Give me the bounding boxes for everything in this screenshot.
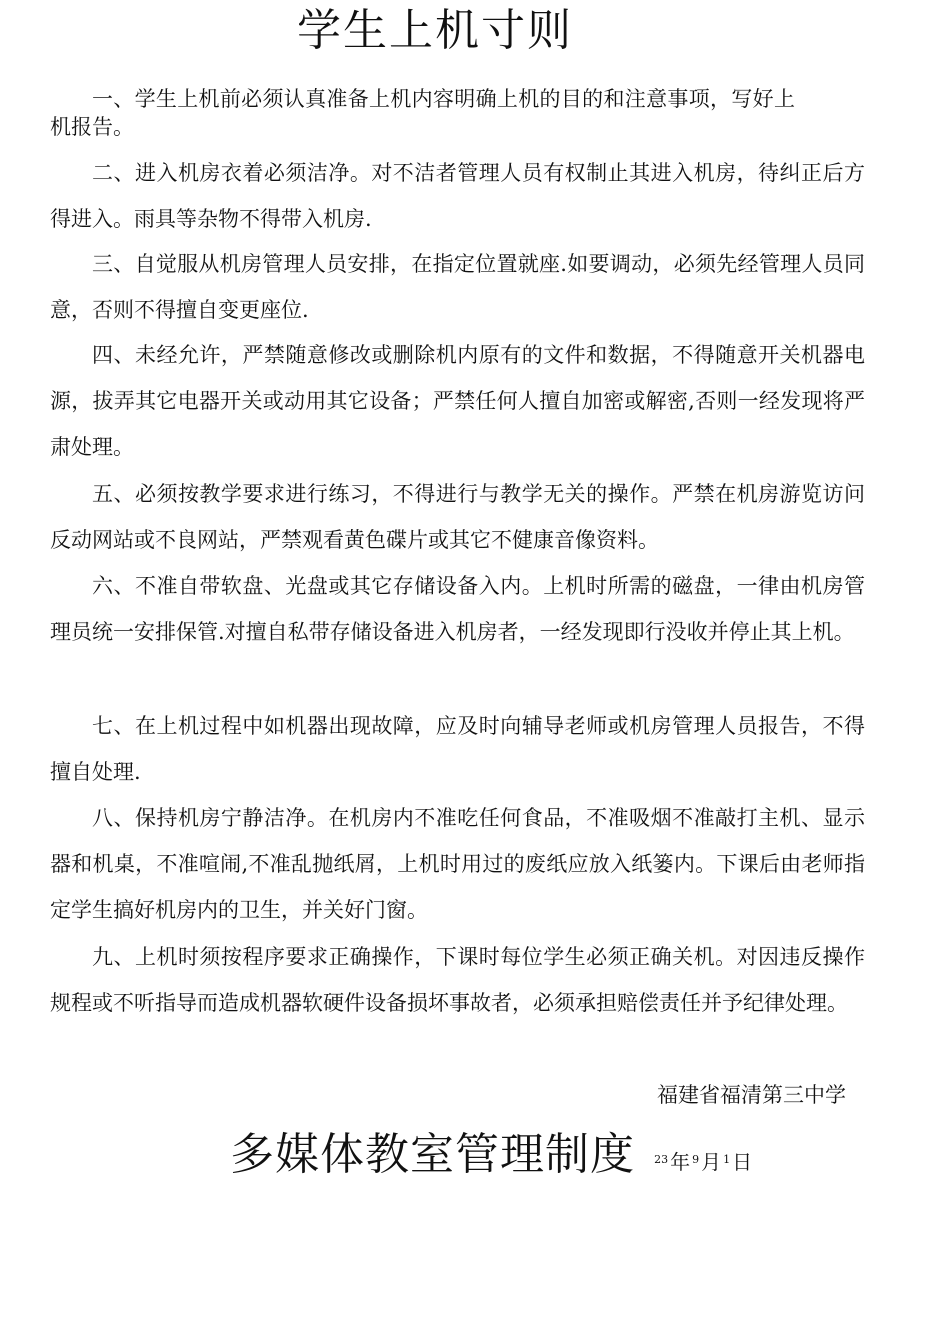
date-day-unit: 日 xyxy=(732,1150,753,1174)
rule-paragraph-5: 五、必须按教学要求进行练习，不得进行与教学无关的操作。严禁在机房游览访问反动网站或不良网站，严禁观看黄色碟片或其它不健康音像资料。 xyxy=(50,482,865,552)
page-title: 学生上机寸则 xyxy=(297,5,573,56)
rule-paragraph-3: 三、自觉服从机房管理人员安排，在指定位置就座.如要调动，必须先经管理人员同意，否则不得擅自变更座位. xyxy=(50,252,865,322)
rule-paragraph-4: 四、未经允许，严禁随意修改或删除机内原有的文件和数据，不得随意开关机器电源，拔弄其它电器开关或动用其它设备；严禁任何人擅自加密或解密,否则一经发现将严肃处理。 xyxy=(50,343,865,459)
date-month: 9 xyxy=(692,1153,700,1166)
rule-paragraph-7: 七、在上机过程中如机器出现故障，应及时向辅导老师或机房管理人员报告，不得擅自处理. xyxy=(50,714,865,784)
date-day: 1 xyxy=(723,1153,731,1166)
document-date xyxy=(652,1146,752,1175)
rule-paragraph-8: 八、保持机房宁静洁净。在机房内不准吃任何食品，不准吸烟不准敲打主机、显示器和机桌，不准喧闹,不准乱抛纸屑，上机时用过的废纸应放入纸篓内。下课后由老师指定学生搞好机房内的卫生，并关好门窗。 xyxy=(50,806,865,922)
date-month-unit: 月 xyxy=(701,1150,722,1174)
rule-paragraph-9: 九、上机时须按程序要求正确操作，下课时每位学生必须正确关机。对因违反操作规程或不听指导而造成机器软硬件设备损坏事故者，必须承担赔偿责任并予纪律处理。 xyxy=(50,945,865,1015)
rule-paragraph-2: 二、进入机房衣着必须洁净。对不洁者管理人员有权制止其进入机房，待纠正后方得进入。雨具等杂物不得带入机房. xyxy=(50,161,865,231)
rule-paragraph-1: 一、学生上机前必须认真准备上机内容明确上机的目的和注意事项，写好上机报告。 xyxy=(50,87,795,139)
rule-paragraph-6: 六、不准自带软盘、光盘或其它存储设备入内。上机时所需的磁盘，一律由机房管理员统一安排保管.对擅自私带存储设备进入机房者，一经发现即行没收并停止其上机。 xyxy=(50,574,865,644)
organization-name: 福建省福清第三中学 xyxy=(657,1083,846,1107)
date-year-unit: 年 xyxy=(670,1150,691,1174)
section-subtitle: 多媒体教室管理制度 xyxy=(230,1129,635,1180)
date-year: 23 xyxy=(654,1153,669,1166)
subtitle-row xyxy=(230,1124,752,1186)
